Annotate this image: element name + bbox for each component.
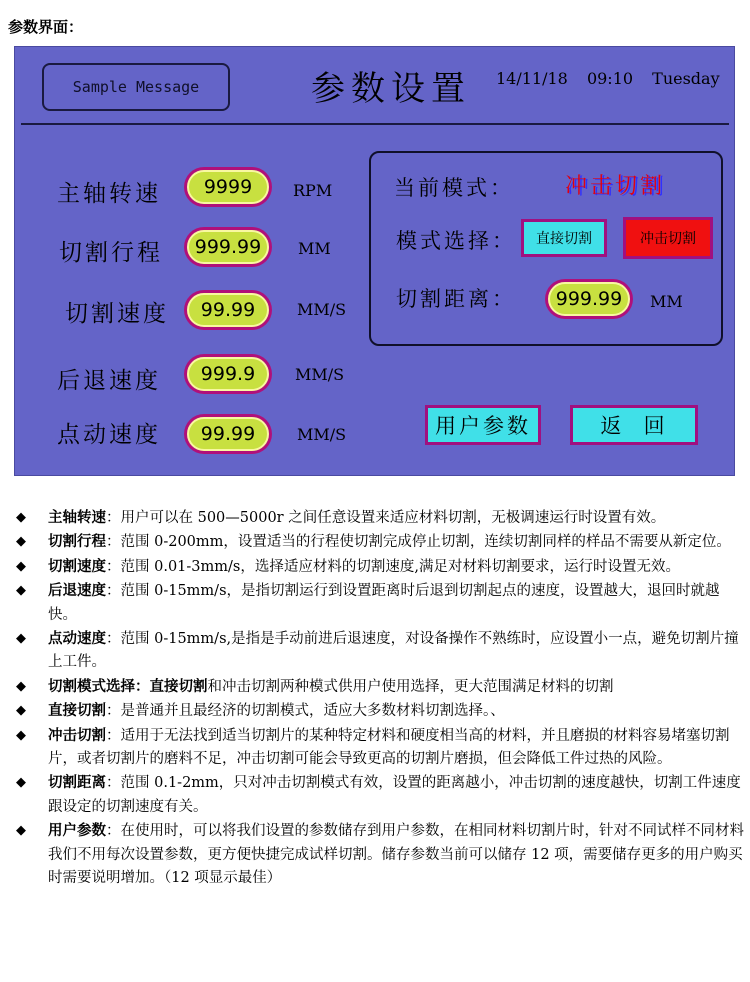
jog-speed-field[interactable] bbox=[184, 414, 272, 454]
cut-speed-field[interactable] bbox=[184, 290, 272, 330]
diamond-bullet-icon: ◆ bbox=[16, 823, 26, 839]
note-term: 点动速度 bbox=[48, 630, 106, 648]
list-item bbox=[8, 819, 744, 890]
diamond-bullet-icon: ◆ bbox=[16, 703, 26, 719]
diamond-bullet-icon: ◆ bbox=[16, 775, 26, 791]
diamond-bullet-icon: ◆ bbox=[16, 583, 26, 599]
note-term: 后退速度 bbox=[48, 582, 106, 600]
jog-speed-unit: MM/S bbox=[297, 425, 347, 444]
jog-speed-value: 99.99 bbox=[187, 417, 269, 451]
list-item bbox=[8, 771, 744, 819]
jog-speed-label: 点动速度 bbox=[57, 422, 161, 448]
cut-distance-value: 999.99 bbox=[548, 282, 630, 316]
list-item bbox=[8, 555, 744, 579]
list-item bbox=[8, 627, 744, 675]
retreat-speed-unit: MM/S bbox=[295, 365, 345, 384]
note-text: ：用户可以在 500—5000r 之间任意设置来适应材料切割，无极调速运行时设置有效。 bbox=[106, 510, 666, 526]
diamond-bullet-icon: ◆ bbox=[16, 678, 26, 694]
note-term: 主轴转速 bbox=[48, 509, 106, 526]
cut-distance-label: 切割距离： bbox=[396, 287, 516, 311]
parameter-notes-list bbox=[8, 506, 744, 891]
diamond-bullet-icon: ◆ bbox=[16, 631, 26, 647]
diamond-bullet-icon: ◆ bbox=[16, 534, 26, 550]
datetime-display: 14/11/18 09:10 Tuesday bbox=[496, 69, 720, 88]
diamond-bullet-icon: ◆ bbox=[16, 558, 26, 574]
cut-distance-unit: MM bbox=[650, 292, 683, 311]
list-item bbox=[8, 506, 744, 530]
cut-stroke-label: 切割行程 bbox=[59, 240, 163, 266]
diamond-bullet-icon: ◆ bbox=[16, 727, 26, 743]
cut-speed-value: 99.99 bbox=[187, 293, 269, 327]
cut-stroke-value: 999.99 bbox=[187, 230, 269, 264]
retreat-speed-value: 999.9 bbox=[187, 357, 269, 391]
diamond-bullet-icon: ◆ bbox=[16, 510, 26, 525]
note-text: ：范围 0-15mm/s,是指是手动前进后退速度，对设备操作不熟练时，应设置小一点，避免切割片撞上工件。 bbox=[48, 631, 739, 671]
page-title: 参数设置 bbox=[311, 69, 471, 109]
note-term: 切割模式选择：直接切割 bbox=[48, 677, 208, 695]
cut-stroke-unit: MM bbox=[298, 239, 331, 258]
list-item bbox=[8, 724, 744, 772]
cut-distance-field[interactable] bbox=[545, 279, 633, 319]
list-item bbox=[8, 699, 744, 723]
note-term: 切割行程 bbox=[48, 533, 106, 551]
current-mode-label: 当前模式： bbox=[394, 176, 514, 200]
note-term: 用户参数 bbox=[48, 822, 106, 840]
header-divider bbox=[21, 123, 729, 125]
note-text: ：范围 0.01-3mm/s，选择适应材料的切割速度,满足对材料切割要求，运行时设置无效。 bbox=[106, 558, 680, 575]
note-text: 和冲击切割两种模式供用户使用选择，更大范围满足材料的切割 bbox=[207, 678, 614, 695]
retreat-speed-field[interactable] bbox=[184, 354, 272, 394]
list-item bbox=[8, 579, 744, 627]
spindle-speed-unit: RPM bbox=[293, 181, 333, 200]
spindle-speed-field[interactable] bbox=[184, 167, 272, 207]
parameter-screen-panel bbox=[14, 46, 735, 476]
note-term: 切割距离 bbox=[48, 774, 106, 792]
retreat-speed-label: 后退速度 bbox=[57, 368, 161, 394]
impact-cut-button[interactable]: 冲击切割 bbox=[623, 217, 713, 259]
note-text: ：范围 0.1-2mm，只对冲击切割模式有效，设置的距离越小，冲击切割的速度越快，切割工件速度跟设定的切割速度有关。 bbox=[48, 775, 741, 815]
cut-stroke-field[interactable] bbox=[184, 227, 272, 267]
page-heading: 参数界面： bbox=[8, 18, 84, 36]
direct-cut-button[interactable]: 直接切割 bbox=[521, 219, 607, 257]
note-term: 冲击切割 bbox=[48, 726, 106, 744]
note-text: ：适用于无法找到适当切割片的某种特定材料和硬度相当高的材料，并且磨损的材料容易堵塞切割片，或者切割片的磨料不足，冲击切割可能会导致更高的切割片磨损，但会降低工件过热的风险。 bbox=[48, 727, 730, 768]
note-term: 直接切割 bbox=[48, 702, 106, 720]
note-text: ：范围 0-15mm/s，是指切割运行到设置距离时后退到切割起点的速度，设置越大，退回时就越快。 bbox=[48, 583, 720, 623]
user-params-button[interactable]: 用户参数 bbox=[425, 405, 541, 445]
list-item bbox=[8, 675, 744, 699]
note-text: ：是普通并且最经济的切割模式，适应大多数材料切割选择。、 bbox=[106, 703, 505, 720]
note-text: ：在使用时，可以将我们设置的参数储存到用户参数，在相同材料切割片时，针对不同试样不同材料我们不用每次设置参数，更方便快捷完成试样切割。储存参数当前可以储存 12 项，需要储存更多的用户购买时需要说明增加。（12 项显示最佳） bbox=[48, 823, 744, 887]
note-text: ：范围 0-200mm，设置适当的行程使切割完成停止切割，连续切割同样的样品不需要从新定位。 bbox=[106, 534, 731, 551]
mode-select-label: 模式选择： bbox=[396, 229, 516, 253]
cut-speed-unit: MM/S bbox=[297, 300, 347, 319]
spindle-speed-value: 9999 bbox=[187, 170, 269, 204]
spindle-speed-label: 主轴转速 bbox=[57, 181, 161, 207]
note-term: 切割速度 bbox=[48, 557, 106, 575]
list-item bbox=[8, 530, 744, 554]
back-button[interactable]: 返 回 bbox=[570, 405, 698, 445]
current-mode-value: 冲击切割 bbox=[565, 174, 666, 199]
sample-message-box: Sample Message bbox=[42, 63, 230, 111]
cut-speed-label: 切割速度 bbox=[65, 301, 169, 327]
